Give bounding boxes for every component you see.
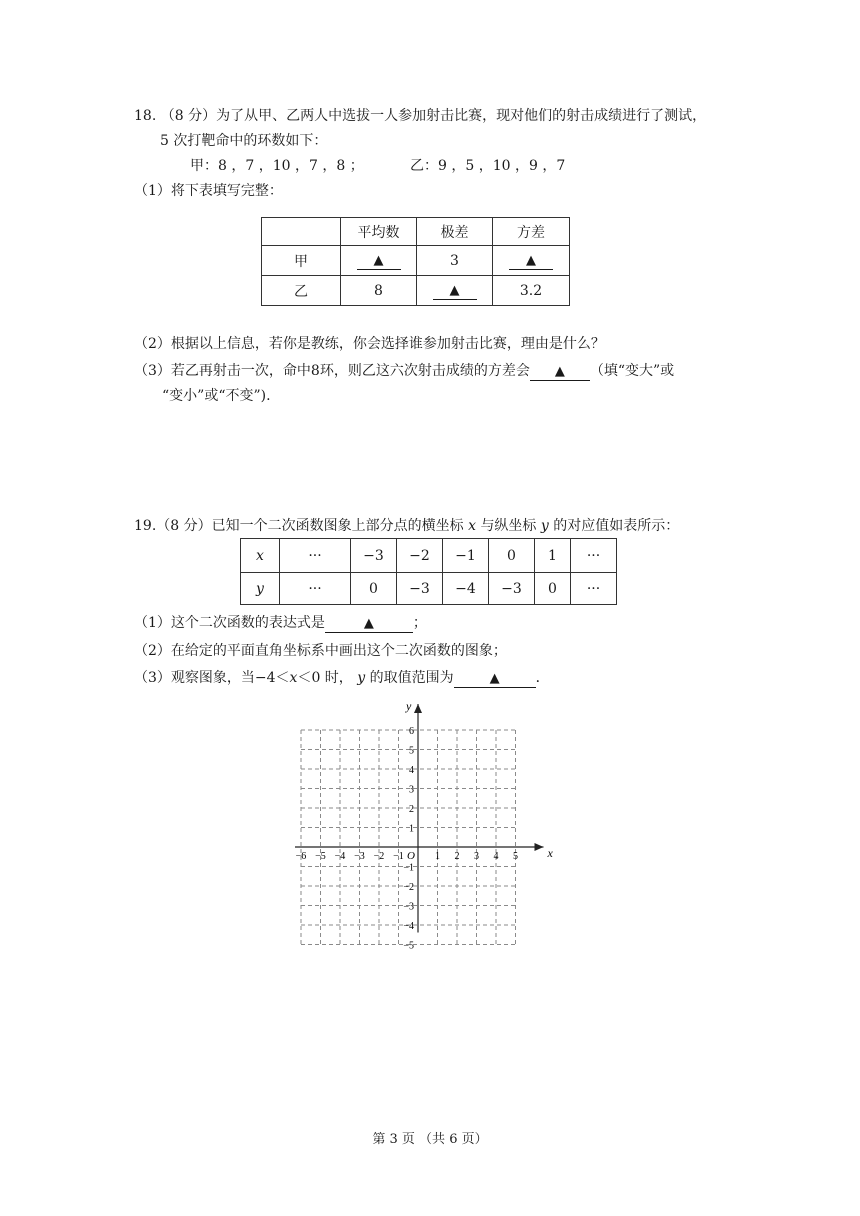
y-tick-label: 3 [409, 784, 414, 796]
q19-part3-answer-blank[interactable]: ▲ [454, 671, 536, 688]
x-tick-label: 2 [454, 851, 460, 862]
q19-part3 [134, 667, 550, 688]
y-tick-label: 1 [409, 823, 414, 835]
table-cell: −1 [443, 539, 489, 573]
table-row-y [241, 573, 617, 605]
q19-part1 [134, 612, 427, 633]
q19-stem-text: 与纵坐标 [480, 518, 537, 534]
answer-blank-jia-variance[interactable]: ▲ [493, 246, 570, 276]
value-jia-range: 3 [417, 246, 493, 276]
table-cell: x [241, 539, 280, 573]
table-cell: 0 [489, 539, 535, 573]
y-axis-arrow-icon [414, 704, 422, 713]
table-header-variance: 方差 [493, 218, 570, 246]
table-cell: ··· [571, 573, 617, 605]
y-axis-label: y [406, 699, 412, 713]
answer-blank-yi-range[interactable]: ▲ [417, 276, 493, 306]
answer-blank-jia-mean[interactable]: ▲ [341, 246, 417, 276]
table-cell: ··· [571, 539, 617, 573]
q19-part3-text: 的取值范围为 [369, 670, 454, 686]
table-row-x [241, 539, 617, 573]
table-cell: ··· [280, 539, 351, 573]
table-cell: −3 [489, 573, 535, 605]
y-tick-label: −4 [403, 921, 414, 932]
x-tick-label: −1 [393, 851, 404, 862]
var-x: x [468, 518, 476, 534]
y-tick-label: 5 [409, 745, 414, 757]
q18-score-table [261, 217, 570, 306]
y-tick-label: 4 [409, 765, 414, 776]
q18-data-yi: 乙：9 ，5 ，10 ，9 ，7 [410, 158, 566, 174]
x-tick-label: −6 [295, 851, 307, 862]
q18-part3-hint: （填“变大”或 [589, 363, 675, 379]
x-tick-label: −3 [354, 851, 365, 862]
y-tick-label: 6 [409, 726, 414, 737]
q18-part3-text: （3）若乙再射击一次，命中8环，则乙这六次射击成绩的方差会 [134, 363, 530, 379]
y-tick-label: −5 [403, 940, 414, 952]
var-y: y [540, 518, 549, 534]
q18-part1: （1）将下表填写完整： [134, 183, 283, 199]
table-cell: 1 [535, 539, 571, 573]
q19-part1-text: （1）这个二次函数的表达式是 [134, 615, 325, 631]
q19-part3-text: ＜0 时， [297, 670, 353, 686]
row-label-yi: 乙 [262, 276, 341, 306]
table-cell: −3 [351, 539, 397, 573]
q19-part2: （2）在给定的平面直角坐标系中画出这个二次函数的图象； [134, 643, 507, 659]
value-yi-mean: 8 [341, 276, 417, 306]
y-tick-label: −1 [403, 862, 414, 874]
q18-data-jia: 甲：8 ，7 ，10 ，7 ，8 ； [190, 158, 364, 174]
var-x: x [289, 670, 298, 686]
coordinate-grid[interactable] [280, 699, 553, 970]
table-cell: ··· [280, 573, 351, 605]
x-tick-label: 5 [513, 851, 518, 862]
table-header-range: 极差 [417, 218, 493, 246]
table-header-mean: 平均数 [341, 218, 417, 246]
origin-label: O [407, 850, 415, 862]
table-cell: 0 [351, 573, 397, 605]
q19-stem-text: 19.（8 分）已知一个二次函数图象上部分点的横坐标 [134, 518, 464, 534]
x-tick-label: −5 [315, 851, 326, 862]
table-cell: y [241, 573, 280, 605]
x-tick-label: −4 [334, 851, 346, 862]
q19-part1-answer-blank[interactable]: ▲ [325, 616, 413, 633]
x-axis-arrow-icon [535, 843, 544, 851]
table-row [262, 246, 570, 276]
q19-part3-end: ． [535, 670, 550, 686]
y-tick-label: −3 [403, 901, 414, 913]
table-cell: −2 [397, 539, 443, 573]
page-footer: 第 3 页 （共 6 页） [372, 1132, 488, 1147]
table-cell [262, 218, 341, 246]
x-tick-label: −2 [373, 851, 385, 862]
q19-stem [134, 515, 679, 535]
q18-part2: （2）根据以上信息，若你是教练，你会选择谁参加射击比赛，理由是什么？ [134, 336, 605, 352]
x-tick-label: 1 [435, 851, 440, 862]
q18-part3 [134, 360, 674, 381]
value-yi-variance: 3.2 [493, 276, 570, 306]
q19-stem-text: 的对应值如表所示： [553, 518, 680, 534]
table-cell: −4 [443, 573, 489, 605]
q19-part1-end: ； [412, 615, 427, 631]
q19-value-table [240, 538, 617, 605]
x-axis-label: x [547, 846, 553, 860]
row-label-jia: 甲 [262, 246, 341, 276]
table-cell: −3 [397, 573, 443, 605]
table-header-row [262, 218, 570, 246]
y-tick-label: −2 [403, 882, 414, 893]
q19-part3-text: （3）观察图象，当−4＜ [134, 670, 290, 686]
q18-stem-line1: 18. （8 分）为了从甲、乙两人中选拔一人参加射击比赛，现对他们的射击成绩进行了测试， [134, 108, 707, 124]
x-tick-label: 3 [474, 851, 479, 862]
q18-stem-line2: 5 次打靶命中的环数如下： [160, 133, 328, 149]
q18-part3-answer-blank[interactable]: ▲ [530, 364, 590, 381]
y-tick-label: 2 [409, 804, 414, 815]
table-cell: 0 [535, 573, 571, 605]
table-row [262, 276, 570, 306]
q18-part3-line2: “变小”或“不变”). [162, 388, 271, 404]
var-y: y [357, 670, 366, 686]
x-tick-label: 4 [493, 851, 499, 862]
